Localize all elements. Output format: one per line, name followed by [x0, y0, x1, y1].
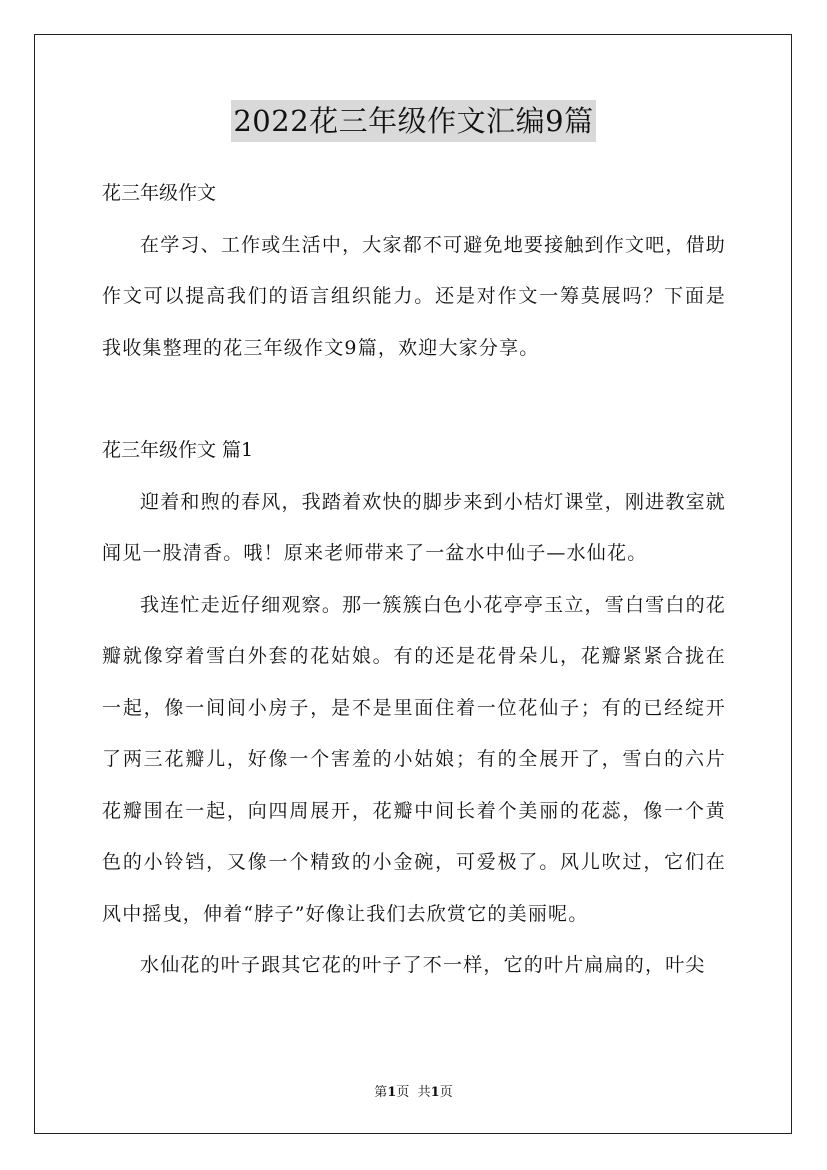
intro-paragraph: 在学习、工作或生活中，大家都不可避免地要接触到作文吧，借助作文可以提高我们的语言组织能力。还是对作文一筹莫展吗？下面是我收集整理的花三年级作文9篇，欢迎大家分享。: [102, 233, 726, 359]
page-footer: [0, 1084, 827, 1102]
title-wrap: [0, 100, 827, 142]
section-heading: 花三年级作文 篇1: [102, 439, 254, 461]
section-paragraph: 迎着和煦的春风，我踏着欢快的脚步来到小桔灯课堂，刚进教室就闻见一股清香。哦！原来老师带来了一盆水中仙子—水仙花。: [102, 490, 726, 564]
section-gap: [102, 374, 726, 425]
section-paragraph: 水仙花的叶子跟其它花的叶子了不一样，它的叶片扁扁的，叶尖: [140, 954, 706, 976]
document-body: [102, 168, 726, 992]
page-prefix: 第: [374, 1085, 388, 1100]
intro-heading: 花三年级作文: [102, 182, 217, 204]
page-suffix: 页: [396, 1085, 410, 1100]
section-paragraph: 我连忙走近仔细观察。那一簇簇白色小花亭亭玉立，雪白雪白的花瓣就像穿着雪白外套的花姑娘。有的还是花骨朵儿，花瓣紧紧合拢在一起，像一间间小房子，是不是里面住着一位花仙子；有的已经绽开了两三花瓣儿，好像一个害羞的小姑娘；有的全展开了，雪白的六片花瓣围在一起，向四周展开，花瓣中间长着个美丽的花蕊，像一个黄色的小铃铛，又像一个精致的小金碗，可爱极了。风儿吹过，它们在风中摇曳，伸着“脖子”好像让我们去欣赏它的美丽呢。: [102, 593, 726, 925]
document-title: 2022花三年级作文汇编9篇: [231, 100, 595, 142]
total-number: 1: [430, 1085, 440, 1100]
page-number: 1: [387, 1085, 397, 1100]
total-prefix: 共: [417, 1085, 431, 1100]
total-suffix: 页: [439, 1085, 453, 1100]
